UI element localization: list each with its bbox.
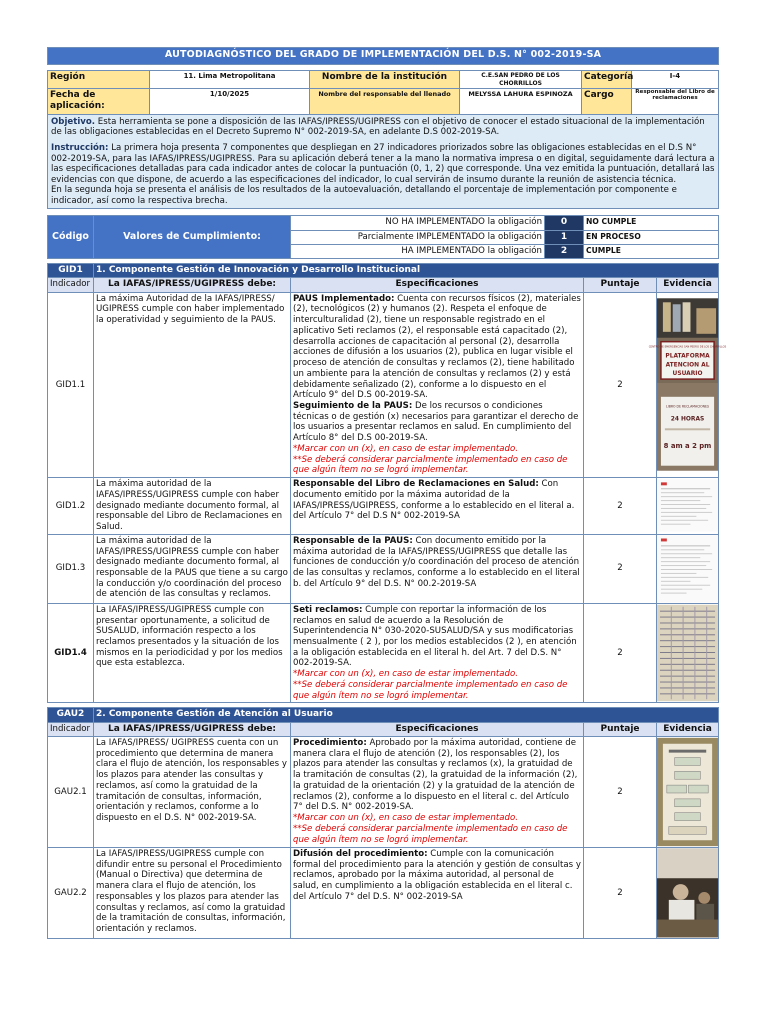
flowchart-photo-icon	[657, 737, 718, 847]
objective-paragraph	[51, 117, 715, 138]
spec-title: PAUS Implementado:	[293, 293, 395, 304]
requirement-text: La máxima Autoridad de la IAFAS/IPRESS/ UGIPRESS cumple con haber implementado la operatividad y seguimiento de la PAUS.	[94, 292, 291, 477]
table-row	[48, 478, 719, 535]
spec-text: Cumple con reportar la información de los reclamos en salud de acuerdo a la Resolución de Superintendencia N° 030-2020-SUSALUD/SA y sus modificatorias mensualmente ( 2 ), por los medios establecidos (2 ), en atención a la obligación establecida en el literal h. del Art. 7 del D.S. N° 002-2019-SA.	[293, 604, 577, 669]
spec-text: Cuenta con recursos físicos (2), materiales (2), tecnológicos (2) y humanos (2). Respeta el enfoque de interculturalidad (2), tiene un responsable registrado en el aplicativo Seti reclamos (2), el responsable está capacitado (2), desarrolla acciones de capacitación al personal (2), desarrolla acciones de difusión a los usuarios (2), publica en lugar visible el proceso de atención de consultas y reclamos (2), tiene habilitado un ambiente para la atención de consultas y reclamos (2) y está debidamente señalizado (2), conforme a lo dispuesto en el Artículo 9° del D.S 00-2019-SA.	[293, 293, 581, 401]
photo-sign-small: CENTRO DE EMERGENCIAS SAN PEDRO DE LOS CHORRILLOS	[648, 345, 727, 349]
note-partial: **Se deberá considerar parcialmente implementado en caso de que algún ítem no se logró implementar.	[293, 679, 568, 701]
requirement-text: La IAFAS/IPRESS/UGIPRESS cumple con difundir entre su personal el Procedimiento (Manual o Directiva) que determina de manera clara el flujo de atención, los responsables y los plazos para atender las consultas y reclamos, así como la gratuidad de la tramitación de consultas, información, orientación y reclamos.	[94, 847, 291, 938]
scale-value-1: 1	[545, 230, 584, 244]
spec-header: Especificaciones	[291, 278, 584, 292]
spec-title: Difusión del procedimiento:	[293, 848, 428, 859]
spec-title: Seti reclamos:	[293, 604, 363, 615]
role-label: Cargo	[582, 89, 632, 115]
specification-cell	[291, 292, 584, 477]
note-mark: *Marcar con un (x), en caso de estar implementado.	[293, 443, 518, 454]
table-row	[48, 736, 719, 847]
table-row	[48, 847, 719, 938]
role-value[interactable]: Responsable del Libro de reclamaciones	[632, 89, 719, 115]
compliance-values-header: Valores de Cumplimiento:	[94, 216, 291, 259]
note-mark: *Marcar con un (x), en caso de estar implementado.	[293, 669, 518, 680]
evidence-photo[interactable]	[657, 847, 719, 938]
instruction-label: Instrucción:	[51, 143, 109, 154]
second-sheet-text: En la segunda hoja se presenta el análisis de los resultados de la autoevaluación, detallando el porcentaje de implementación por componente e indicador, así como la respectiva brecha.	[51, 185, 677, 206]
header-table	[47, 47, 719, 209]
evidence-header: Evidencia	[657, 722, 719, 736]
specification-cell	[291, 847, 584, 938]
specification-cell	[291, 736, 584, 847]
photo-sign-line2: ATENCION AL	[665, 362, 710, 369]
note-mark: *Marcar con un (x), en caso de estar implementado.	[293, 813, 518, 824]
specification-cell	[291, 478, 584, 535]
scale-label-1: EN PROCESO	[584, 230, 719, 244]
responsible-value[interactable]: MELYSSA LAHURA ESPINOZA	[460, 89, 582, 115]
score-header: Puntaje	[584, 722, 657, 736]
scale-value-2: 2	[545, 244, 584, 258]
instruction-paragraph	[51, 143, 715, 185]
indicator-header: Indicador	[48, 722, 94, 736]
requirement-header: La IAFAS/IPRESS/UGIPRESS debe:	[94, 278, 291, 292]
date-value[interactable]: 1/10/2025	[150, 89, 310, 115]
score-value[interactable]: 2	[584, 292, 657, 477]
spec-text: Con documento emitido por la máxima autoridad de la IAFAS/IPRESS/UGIPRESS, conforme a lo establecido en el literal a. del Artículo 7° del D.S N° 002-2019-SA	[293, 479, 575, 522]
table-row	[48, 292, 719, 477]
indicator-code: GID1.4	[48, 603, 94, 703]
responsible-label: Nombre del responsable del llenado	[310, 89, 460, 115]
document-thumbnail-icon	[657, 479, 718, 532]
table-row	[48, 534, 719, 603]
institution-value[interactable]: C.E.SAN PEDRO DE LOS CHORRILLOS	[460, 71, 582, 89]
self-assessment-sheet	[47, 47, 727, 939]
spreadsheet-photo-icon	[657, 604, 718, 702]
institution-label: Nombre de la institución	[310, 71, 460, 89]
component-title: 1. Componente Gestión de Innovación y Desarrollo Institucional	[94, 264, 719, 278]
evidence-document[interactable]	[657, 534, 719, 603]
requirement-text: La máxima autoridad de la IAFAS/IPRESS/UGIPRESS cumple con haber designado mediante documento formal, al responsable de la PAUS que tiene a su cargo la conducción y/o coordinación del proceso de atención de las consultas y reclamos.	[94, 534, 291, 603]
region-value[interactable]: 11. Lima Metropolitana	[150, 71, 310, 89]
photo-board-title: LIBRO DE RECLAMACIONES	[666, 404, 710, 409]
spec-title: Responsable de la PAUS:	[293, 535, 413, 546]
score-value[interactable]: 2	[584, 847, 657, 938]
note-partial: **Se deberá considerar parcialmente implementado en caso de que algún ítem no se logró implementar.	[293, 823, 568, 845]
spec-text: Cumple con la comunicación formal del procedimiento para la atención y gestión de consultas y reclamos, aprobado por la máxima autoridad, al personal de salud, en cumplimiento a la obligación establecida en el literal c. del Artículo 7° del D.S. N° 002-2019-SA	[293, 848, 581, 902]
photo-sign-line3: USUARIO	[672, 371, 703, 378]
objective-label: Objetivo.	[51, 116, 96, 127]
indicator-code: GID1.1	[48, 292, 94, 477]
score-value[interactable]: 2	[584, 478, 657, 535]
spec-title: Seguimiento de la PAUS:	[293, 400, 413, 411]
scale-text-2: HA IMPLEMENTADO la obligación	[291, 244, 545, 258]
scale-text-1: Parcialmente IMPLEMENTADO la obligación	[291, 230, 545, 244]
specification-cell	[291, 603, 584, 703]
evidence-photo[interactable]	[657, 603, 719, 703]
spec-title: Procedimiento:	[293, 737, 367, 748]
score-header: Puntaje	[584, 278, 657, 292]
instruction-text: La primera hoja presenta 7 componentes que despliegan en 27 indicadores priorizados sobre las obligaciones establecidas en el D.S N° 002-2019-SA, para las IAFAS/IPRESS/UGIPRESS. Para su aplicación deberá tener a la mano la normativa impresa o en digital, seguidamente dará lectura a las especificaciones detalladas para cada indicador antes de colocar la puntuación (0, 1, 2) que corresponde. Una vez emitida la puntuación, detallará las evidencias con que dispone, de acuerdo a las especificaciones del indicador, lo cual servirán de insumo durante la reunión de asistencia técnica.	[51, 143, 715, 185]
region-label: Región	[48, 71, 150, 89]
spec-text: De los recursos o condiciones técnicas o de gestión (x) necesarios para garantizar el derecho de los usuarios a presentar reclamos en salud. En cumplimiento del Artículo 8° del D.S 00-2019-SA.	[293, 400, 579, 444]
evidence-header: Evidencia	[657, 278, 719, 292]
meeting-photo-icon	[657, 848, 718, 938]
category-label: Categoría	[582, 71, 632, 89]
photo-board-schedule: 8 am a 2 pm	[663, 442, 712, 451]
spec-header: Especificaciones	[291, 722, 584, 736]
scale-label-2: CUMPLE	[584, 244, 719, 258]
specification-cell	[291, 534, 584, 603]
evidence-photo[interactable]	[657, 736, 719, 847]
objective-text: Esta herramienta se pone a disposición de las IAFAS/IPRESS/UGIPRESS con el objetivo de conocer el estado situacional de la implementación de las obligaciones establecidas en el Decreto Supremo N° 002-2019-SA, en adelante D.S 002-2019-SA.	[51, 116, 705, 137]
document-title: AUTODIAGNÓSTICO DEL GRADO DE IMPLEMENTACIÓN DEL D.S. N° 002-2019-SA	[48, 48, 719, 65]
evidence-document[interactable]	[657, 478, 719, 535]
note-partial: **Se deberá considerar parcialmente implementado en caso de que algún ítem no se logró implementar.	[293, 454, 568, 476]
requirement-text: La IAFAS/IPRESS/UGIPRESS cumple con presentar oportunamente, a solicitud de SUSALUD, información respecto a los reclamos presentados y la situación de los mismos en la periodicidad y por los medios que esta establezca.	[94, 603, 291, 703]
score-value[interactable]: 2	[584, 534, 657, 603]
category-value[interactable]: I-4	[632, 71, 719, 89]
scale-label-0: NO CUMPLE	[584, 216, 719, 230]
photo-sign-line1: PLATAFORMA	[665, 353, 710, 360]
requirement-text: La IAFAS/IPRESS/ UGIPRESS cuenta con un procedimiento que determina de manera clara el flujo de atención, los responsables y los plazos para atender las consultas y reclamos, así como la gratuidad de la tramitación de consultas, información, orientación y reclamos, conforme a lo dispuesto en el D.S. N° 002-2019-SA.	[94, 736, 291, 847]
component-code: GAU2	[48, 708, 94, 722]
table-row	[48, 603, 719, 703]
scale-value-0: 0	[545, 216, 584, 230]
indicator-code: GAU2.2	[48, 847, 94, 938]
indicators-table	[47, 215, 727, 939]
spec-text: Aprobado por la máxima autoridad, contiene de manera clara el flujo de atención (2), los responsables (2), los plazos para atender las consultas y reclamos (x), la gratuidad de la tramitación de consultas (2), la gratuidad de la información (2), la gratuidad de la orientación (2) y la gratuidad de la atención de reclamos (2), conforme a lo dispuesto en el literal c. del Artículo 7° del D.S. N° 002-2019-SA.	[293, 737, 578, 813]
document-thumbnail-icon	[657, 535, 718, 603]
indicator-code: GID1.3	[48, 534, 94, 603]
component-code: GID1	[48, 264, 94, 278]
indicator-code: GAU2.1	[48, 736, 94, 847]
indicator-code: GID1.2	[48, 478, 94, 535]
intro-block	[48, 114, 719, 209]
date-label: Fecha de aplicación:	[48, 89, 150, 115]
spec-text: Con documento emitido por la máxima autoridad de la IAFAS/IPRESS/UGIPRESS que detalle las funciones de conducción y/o coordinación del proceso de atención de las consultas y reclamos, conforme a lo establecido en el literal b. del Artículo 9° del D.S. N° 00.2-2019-SA	[293, 535, 580, 589]
requirement-header: La IAFAS/IPRESS/UGIPRESS debe:	[94, 722, 291, 736]
score-value[interactable]: 2	[584, 736, 657, 847]
evidence-photo[interactable]	[648, 292, 727, 477]
evidence-photo-image	[648, 297, 727, 472]
indicator-header: Indicador	[48, 278, 94, 292]
component-title: 2. Componente Gestión de Atención al Usuario	[94, 708, 719, 722]
scale-text-0: NO HA IMPLEMENTADO la obligación	[291, 216, 545, 230]
requirement-text: La máxima autoridad de la IAFAS/IPRESS/UGIPRESS cumple con haber designado mediante documento formal, al responsable del Libro de Reclamaciones en Salud.	[94, 478, 291, 535]
score-value[interactable]: 2	[584, 603, 657, 703]
photo-board-hours: 24 HORAS	[670, 416, 705, 423]
spec-title: Responsable del Libro de Reclamaciones en Salud:	[293, 479, 539, 490]
code-header: Código	[48, 216, 94, 259]
